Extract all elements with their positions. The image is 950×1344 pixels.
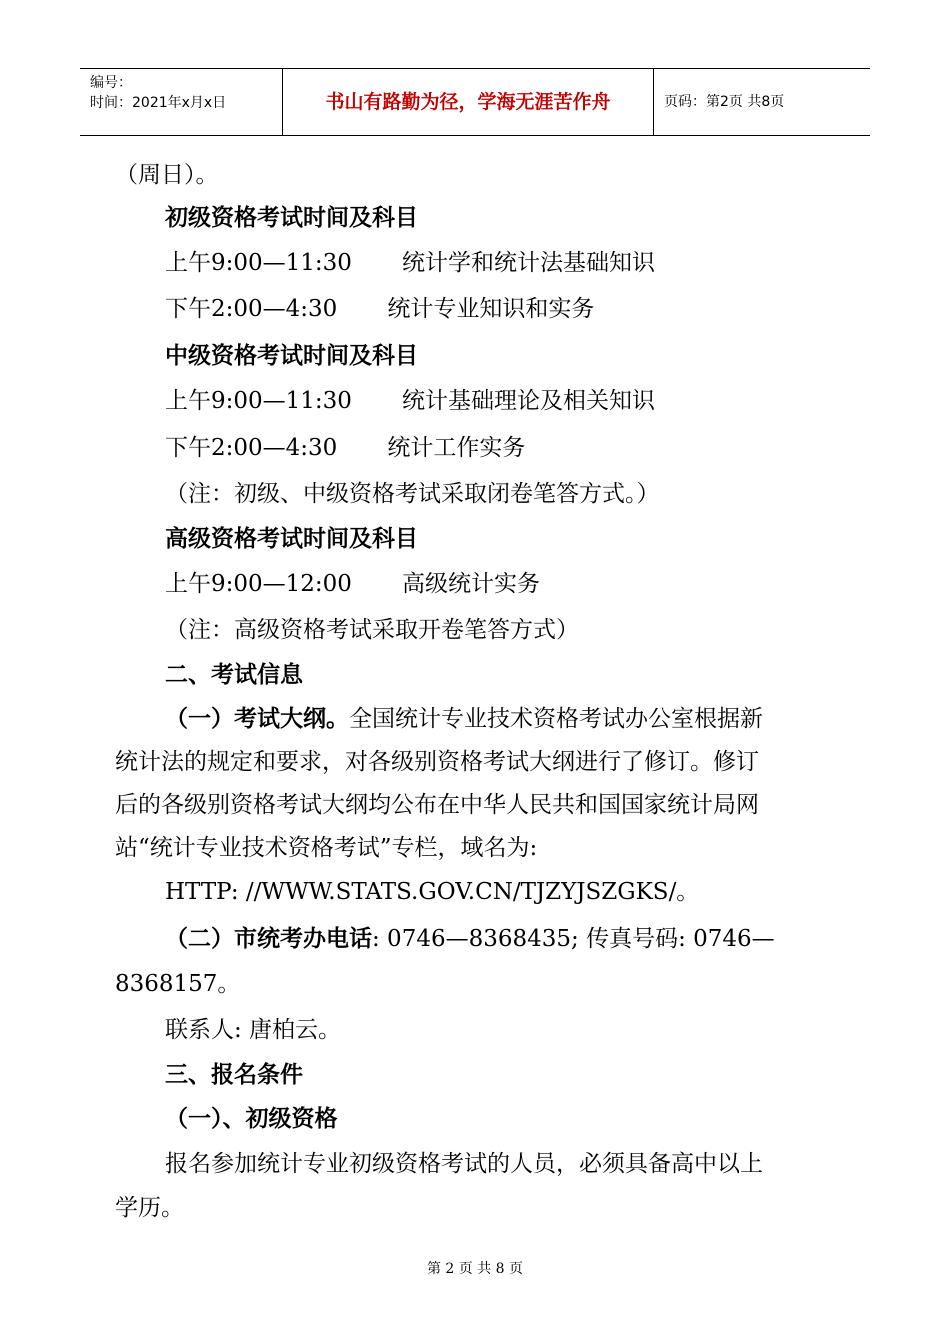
header-page-label: 页码：第2页 共8页	[664, 94, 785, 110]
header-motto: 书山有路勤为径，学海无涯苦作舟	[282, 69, 654, 135]
para-1-lead: （一）考试大纲。	[165, 706, 349, 732]
para-1-line-2: 统计法的规定和要求，对各级别资格考试大纲进行了修订。修订	[115, 749, 759, 775]
heading-junior-exam: 初级资格考试时间及科目	[165, 205, 418, 231]
para-2-lead: （二）市统考办电话	[165, 926, 372, 952]
para-2-line-2: 8368157。	[115, 971, 241, 997]
schedule-row-1	[165, 248, 655, 278]
page-footer: 第 2 页 共 8 页	[426, 1261, 524, 1277]
para-1-line-1	[165, 704, 763, 734]
para-1-line-3: 后的各级别资格考试大纲均公布在中华人民共和国国家统计局网	[115, 792, 759, 818]
header-left	[80, 69, 282, 135]
para-3-line-1: 报名参加统计专业初级资格考试的人员，必须具备高中以上	[165, 1151, 763, 1177]
header-date-label: 时间：2021年x月x日	[90, 95, 227, 111]
schedule-time: 上午9:00—11:30	[165, 388, 352, 414]
contact-person: 联系人: 唐柏云。	[165, 1017, 342, 1043]
schedule-subject: 统计工作实务	[387, 435, 526, 461]
schedule-subject: 统计专业知识和实务	[387, 296, 595, 322]
schedule-row-3	[165, 386, 655, 416]
section-3-title: 三、报名条件	[165, 1062, 303, 1088]
schedule-row-5	[165, 569, 540, 599]
schedule-subject: 高级统计实务	[401, 571, 540, 597]
para-2-line-1	[165, 924, 775, 954]
schedule-time: 上午9:00—11:30	[165, 250, 352, 276]
para-2-text: : 0746—8368435; 传真号码: 0746—	[372, 926, 775, 952]
section-2-title: 二、考试信息	[165, 662, 303, 688]
para-3-line-2: 学历。	[115, 1195, 184, 1221]
para-1-text: 全国统计专业技术资格考试办公室根据新	[349, 706, 763, 732]
schedule-time: 下午2:00—4:30	[165, 435, 338, 461]
schedule-time: 下午2:00—4:30	[165, 296, 338, 322]
schedule-time: 上午9:00—12:00	[165, 571, 352, 597]
heading-intermediate-exam: 中级资格考试时间及科目	[165, 343, 418, 369]
page-header	[80, 68, 870, 136]
subsection-junior: （一）、初级资格	[165, 1106, 338, 1132]
exam-url: HTTP: //WWW.STATS.GOV.CN/TJZYJSZGKS/。	[165, 879, 700, 905]
note-open-book: （注：高级资格考试采取开卷笔答方式）	[165, 617, 579, 643]
header-id-label: 编号：	[90, 75, 132, 91]
note-closed-book: （注：初级、中级资格考试采取闭卷笔答方式。）	[165, 481, 660, 507]
schedule-row-2	[165, 294, 594, 324]
para-1-line-4: 站“统计专业技术资格考试”专栏，域名为:	[115, 835, 538, 861]
heading-senior-exam: 高级资格考试时间及科目	[165, 526, 418, 552]
schedule-subject: 统计学和统计法基础知识	[401, 250, 655, 276]
body-line-1: （周日）。	[115, 162, 219, 188]
schedule-row-4	[165, 433, 525, 463]
schedule-subject: 统计基础理论及相关知识	[401, 388, 655, 414]
